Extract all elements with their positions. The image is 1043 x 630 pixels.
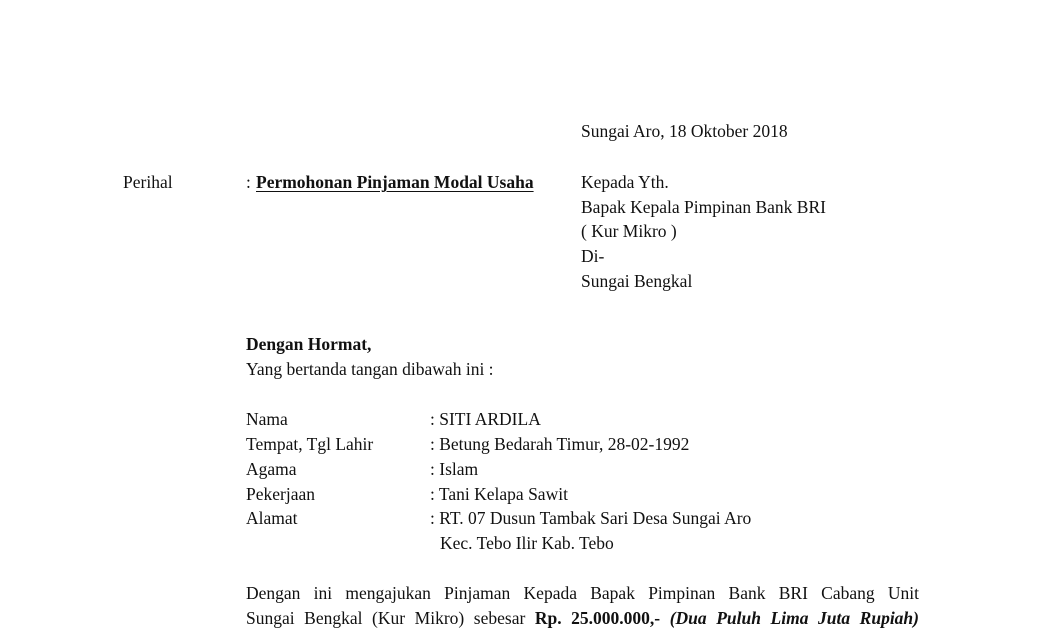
recipient-line: Sungai Bengkal	[581, 271, 693, 291]
subject-colon: :	[246, 172, 251, 192]
identity-address-continuation: Kec. Tebo Ilir Kab. Tebo	[440, 533, 614, 553]
loan-amount: Rp. 25.000.000,-	[534, 608, 661, 628]
identity-value-job: : Tani Kelapa Sawit	[430, 484, 568, 504]
loan-amount-words: (Dua Puluh Lima Juta Rupiah)	[669, 608, 919, 628]
body-line-1: Dengan ini mengajukan Pinjaman Kepada Bapak Pimpinan Bank BRI Cabang Unit	[246, 583, 919, 603]
body-line-2-prefix: Sungai Bengkal (Kur Mikro) sebesar	[246, 608, 526, 628]
identity-value-address: : RT. 07 Dusun Tambak Sari Desa Sungai Aro	[430, 508, 752, 528]
recipient-line: ( Kur Mikro )	[581, 221, 677, 241]
identity-value-name: : SITI ARDILA	[430, 409, 541, 429]
intro-line: Yang bertanda tangan dibawah ini :	[246, 359, 494, 379]
identity-label-job: Pekerjaan	[246, 484, 315, 504]
subject-text: Permohonan Pinjaman Modal Usaha	[256, 172, 534, 192]
identity-label-religion: Agama	[246, 459, 297, 479]
identity-label-name: Nama	[246, 409, 288, 429]
recipient-line: Bapak Kepala Pimpinan Bank BRI	[581, 197, 826, 217]
identity-value-religion: : Islam	[430, 459, 479, 479]
recipient-line: Kepada Yth.	[581, 172, 669, 192]
salutation: Dengan Hormat,	[246, 334, 372, 354]
identity-label-birth: Tempat, Tgl Lahir	[246, 434, 374, 454]
subject-label: Perihal	[123, 172, 173, 192]
identity-label-address: Alamat	[246, 508, 298, 528]
letter-date: Sungai Aro, 18 Oktober 2018	[581, 121, 788, 141]
body-line-2	[246, 610, 919, 628]
recipient-line: Di-	[581, 246, 605, 266]
identity-value-birth: : Betung Bedarah Timur, 28-02-1992	[430, 434, 690, 454]
